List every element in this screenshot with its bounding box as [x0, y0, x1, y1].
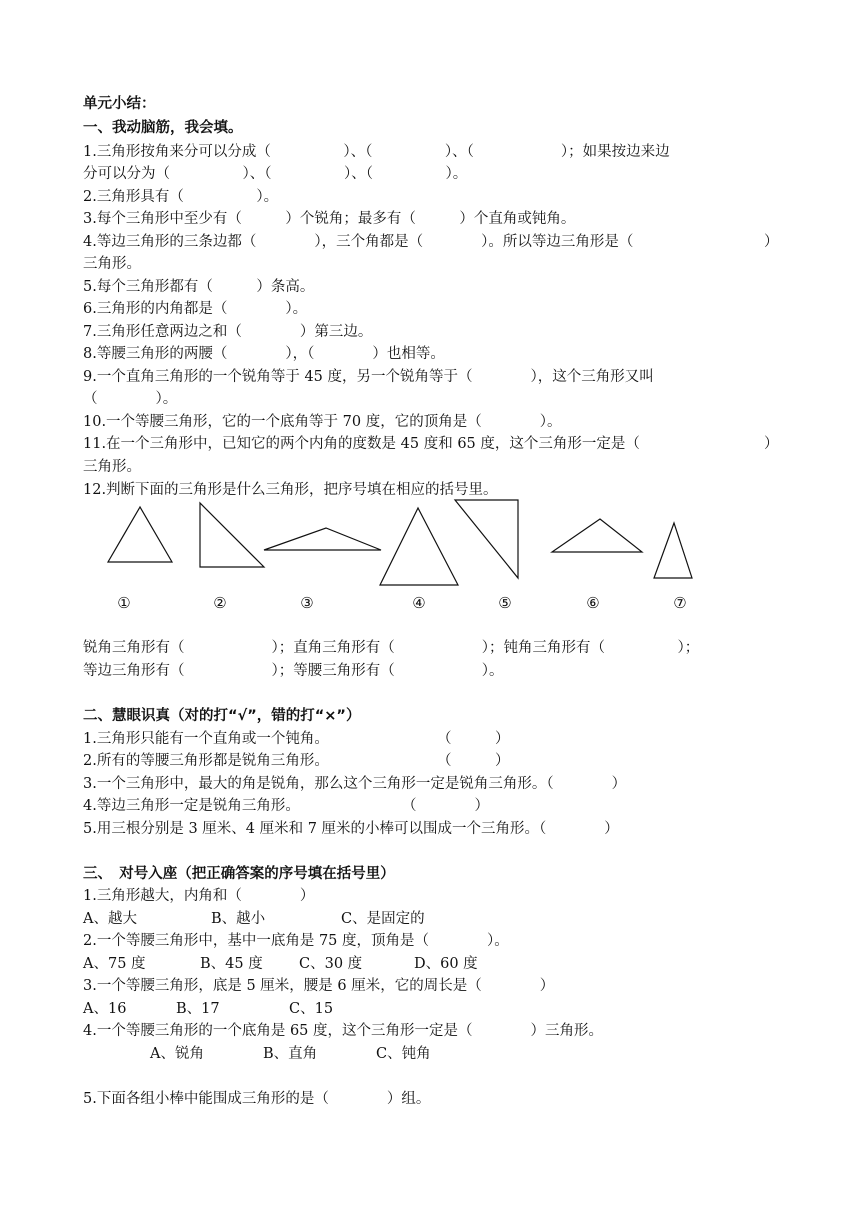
section-1-title: 一、我动脑筋，我会填。: [83, 120, 243, 136]
triangle-6: [552, 519, 642, 552]
triangle-1: [108, 507, 172, 562]
s1-q6: 6.三角形的内角都是（ ）。: [83, 301, 308, 317]
s3-q4-option-a: A、锐角: [150, 1046, 204, 1062]
s1-q4-close-paren: ）: [764, 234, 779, 250]
s1-q9-line1: 9.一个直角三角形的一个锐角等于 45 度，另一个锐角等于（ ），这个三角形又叫: [83, 369, 654, 385]
triangle-label-7: ⑦: [673, 594, 687, 612]
s3-q2-option-d: D、60 度: [414, 956, 478, 972]
s1-q1-line1: 1.三角形按角来分可以分成（ ）、（ ）、（ ）；如果按边来边: [83, 144, 670, 160]
s2-q4: 4.等边三角形一定是锐角三角形。: [83, 798, 300, 814]
s2-q5: 5.用三根分别是 3 厘米、4 厘米和 7 厘米的小棒可以围成一个三角形。（ ）: [83, 821, 619, 837]
triangle-label-4: ④: [412, 594, 426, 612]
s1-q11-close-paren: ）: [764, 436, 779, 452]
triangle-5: [455, 500, 518, 578]
s3-q2: 2.一个等腰三角形中，基中一底角是 75 度，顶角是（ ）。: [83, 933, 509, 949]
triangle-label-6: ⑥: [586, 594, 600, 612]
s2-q1: 1.三角形只能有一个直角或一个钝角。: [83, 731, 329, 747]
triangle-7: [654, 523, 692, 578]
s3-q1: 1.三角形越大，内角和（ ）: [83, 888, 315, 904]
s1-q3: 3.每个三角形中至少有（ ）个锐角；最多有（ ）个直角或钝角。: [83, 211, 576, 227]
s1-q8: 8.等腰三角形的两腰（ ），（ ）也相等。: [83, 346, 445, 362]
summary-title: 单元小结：: [83, 96, 156, 112]
s3-q1-option-b: B、越小: [211, 911, 266, 927]
s2-q2-paren: （ ）: [437, 753, 510, 769]
triangle-label-2: ②: [213, 594, 227, 612]
s2-q2: 2.所有的等腰三角形都是锐角三角形。: [83, 753, 329, 769]
s3-q4-option-c: C、钝角: [376, 1046, 431, 1062]
s3-q2-option-c: C、30 度: [299, 956, 363, 972]
s3-q3-option-b: B、17: [176, 1001, 220, 1017]
triangle-2: [200, 503, 264, 567]
s1-answer-line2: 等边三角形有（ ）；等腰三角形有（ ）。: [83, 663, 504, 679]
triangle-3: [264, 528, 381, 550]
triangle-label-1: ①: [117, 594, 131, 612]
s1-q10: 10.一个等腰三角形，它的一个底角等于 70 度，它的顶角是（ ）。: [83, 414, 562, 430]
s2-q3: 3.一个三角形中，最大的角是锐角，那么这个三角形一定是锐角三角形。（ ）: [83, 776, 627, 792]
s1-q4-line2: 三角形。: [83, 256, 141, 272]
s3-q2-option-b: B、45 度: [200, 956, 263, 972]
section-3-title: 三、 对号入座（把正确答案的序号填在括号里）: [83, 866, 395, 882]
s1-q1-line2: 分可以分为（ ）、（ ）、（ ）。: [83, 166, 468, 182]
s1-q2: 2.三角形具有（ ）。: [83, 189, 279, 205]
s3-q5: 5.下面各组小棒中能围成三角形的是（ ）组。: [83, 1091, 431, 1107]
s1-q9-line2: （ ）。: [83, 391, 178, 407]
triangle-4: [380, 508, 458, 585]
s1-q11-line2: 三角形。: [83, 459, 141, 475]
s3-q3-option-a: A、16: [83, 1001, 127, 1017]
s2-q4-paren: （ ）: [402, 798, 489, 814]
triangle-label-5: ⑤: [498, 594, 512, 612]
triangle-label-3: ③: [300, 594, 314, 612]
s3-q4-option-b: B、直角: [263, 1046, 318, 1062]
section-2-title: 二、慧眼识真（对的打“√”，错的打“×”）: [83, 708, 361, 724]
s3-q4: 4.一个等腰三角形的一个底角是 65 度，这个三角形一定是（ ）三角形。: [83, 1023, 604, 1039]
s2-q1-paren: （ ）: [437, 731, 510, 747]
s3-q1-option-a: A、越大: [83, 911, 137, 927]
s1-answer-line1: 锐角三角形有（ ）；直角三角形有（ ）；钝角三角形有（ ）；: [83, 640, 700, 656]
s3-q1-option-c: C、是固定的: [341, 911, 425, 927]
s1-q11-line1: 11.在一个三角形中，已知它的两个内角的度数是 45 度和 65 度，这个三角形一定是（: [83, 436, 640, 452]
s1-q4-line1: 4.等边三角形的三条边都（ ），三个角都是（ ）。所以等边三角形是（: [83, 234, 634, 250]
s1-q7: 7.三角形任意两边之和（ ）第三边。: [83, 324, 373, 340]
s3-q3: 3.一个等腰三角形，底是 5 厘米，腰是 6 厘米，它的周长是（ ）: [83, 978, 555, 994]
s1-q12: 12.判断下面的三角形是什么三角形，把序号填在相应的括号里。: [83, 482, 498, 498]
s3-q3-option-c: C、15: [289, 1001, 334, 1017]
s1-q5: 5.每个三角形都有（ ）条高。: [83, 279, 315, 295]
s3-q2-option-a: A、75 度: [83, 956, 146, 972]
